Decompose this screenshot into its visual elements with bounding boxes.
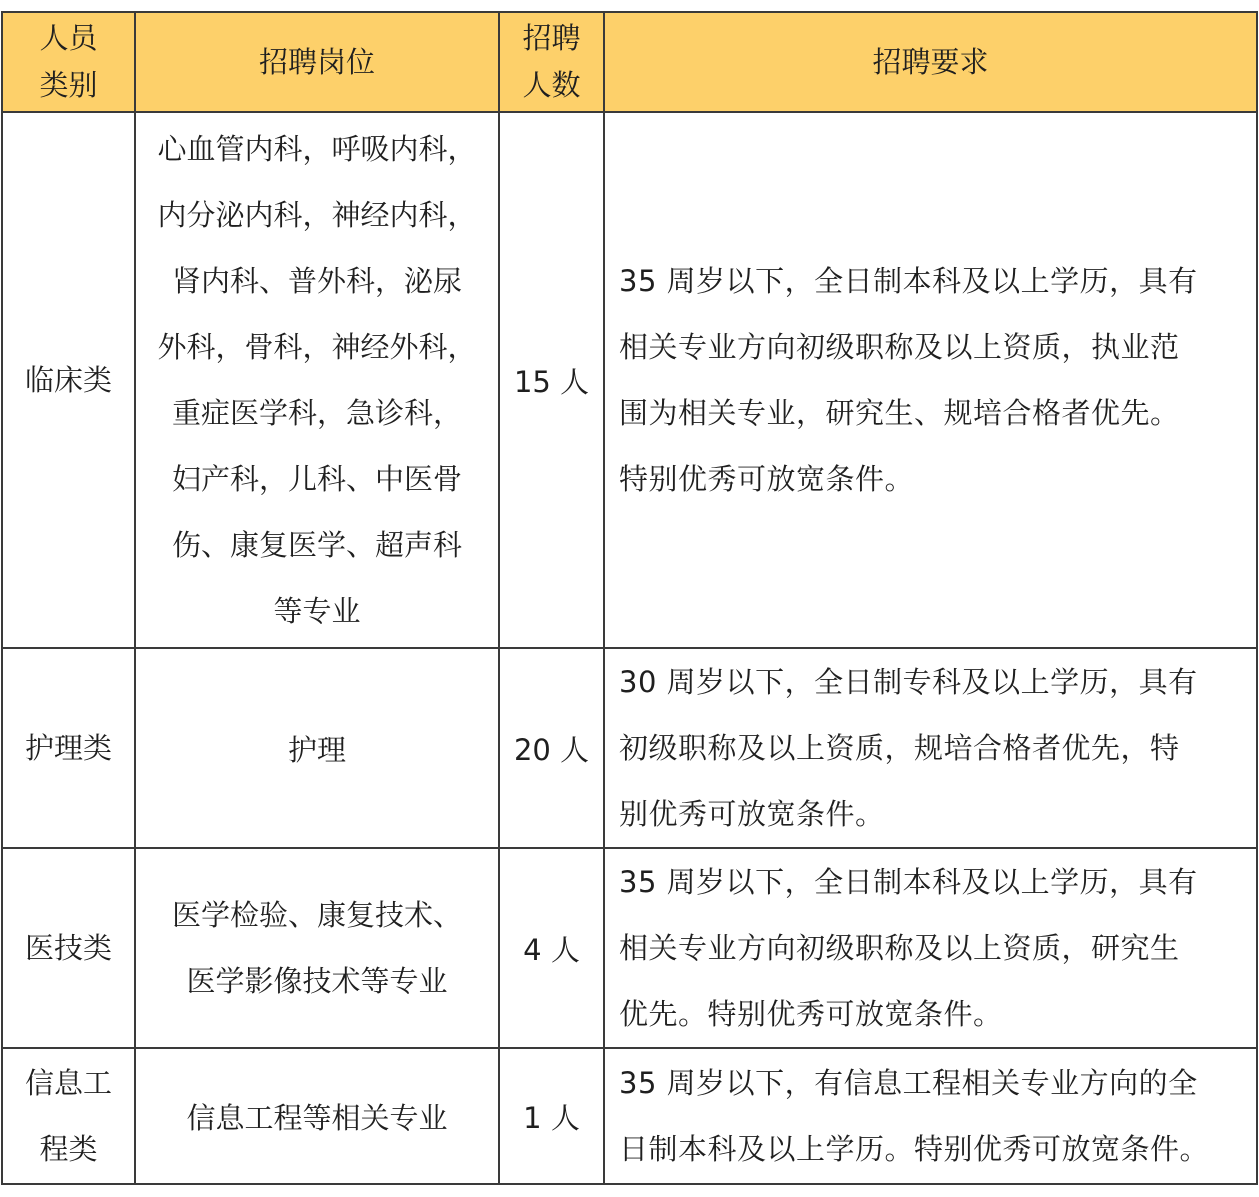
row-count: 15 人 [499,112,604,648]
row-position: 信息工程等相关专业 [135,1048,499,1184]
header-count: 招聘 人数 [499,12,604,112]
row-position: 医学检验、康复技术、 医学影像技术等专业 [135,848,499,1048]
table-header-row [2,12,1257,112]
recruitment-table [1,11,1258,1185]
row-category: 信息工 程类 [2,1048,135,1184]
table-row [2,648,1257,848]
row-requirement: 35 周岁以下，全日制本科及以上学历，具有 相关专业方向初级职称及以上资质，研究生 优先。特别优秀可放宽条件。 [604,848,1257,1048]
row-category: 医技类 [2,848,135,1048]
row-count: 1 人 [499,1048,604,1184]
table-row [2,1048,1257,1184]
row-position: 护理 [135,648,499,848]
row-requirement: 35 周岁以下，全日制本科及以上学历，具有 相关专业方向初级职称及以上资质，执业范 围为相关专业，研究生、规培合格者优先。 特别优秀可放宽条件。 [604,112,1257,648]
row-position: 心血管内科，呼吸内科， 内分泌内科，神经内科， 肾内科、普外科，泌尿 外科，骨科，神经外科， 重症医学科，急诊科， 妇产科，儿科、中医骨 伤、康复医学、超声科 等专业 [135,112,499,648]
row-category: 护理类 [2,648,135,848]
row-requirement: 30 周岁以下，全日制专科及以上学历，具有 初级职称及以上资质，规培合格者优先，特 别优秀可放宽条件。 [604,648,1257,848]
header-category: 人员 类别 [2,12,135,112]
row-count: 20 人 [499,648,604,848]
header-requirement: 招聘要求 [604,12,1257,112]
header-position: 招聘岗位 [135,12,499,112]
row-count: 4 人 [499,848,604,1048]
table-row [2,112,1257,648]
table-row [2,848,1257,1048]
row-requirement: 35 周岁以下，有信息工程相关专业方向的全 日制本科及以上学历。特别优秀可放宽条件。 [604,1048,1257,1184]
row-category: 临床类 [2,112,135,648]
